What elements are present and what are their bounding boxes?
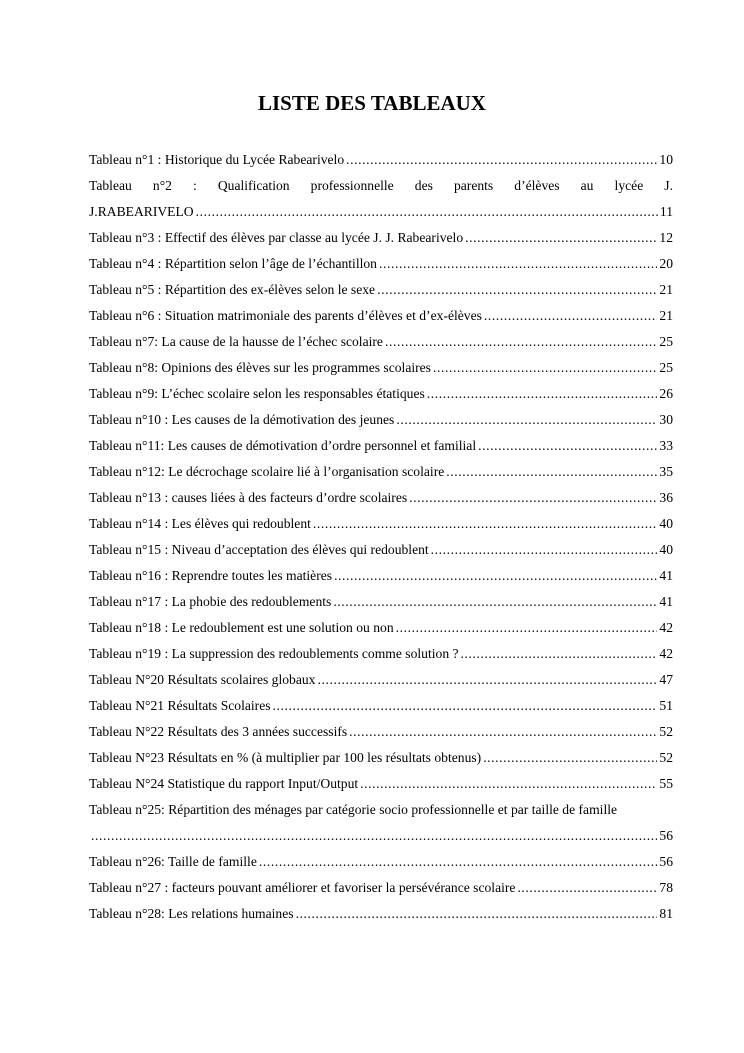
toc-entry-label: Tableau n°28: Les relations humaines <box>89 906 294 921</box>
toc-entry-page: 56 <box>659 828 673 843</box>
toc-entry-label: Tableau n°6 : Situation matrimoniale des parents d’élèves et d’ex-élèves <box>89 308 482 323</box>
dot-leader <box>465 225 657 251</box>
toc-entry-page: 40 <box>659 542 673 557</box>
table-of-contents <box>89 147 673 927</box>
toc-entry-label: Tableau n°17 : La phobie des redoublements <box>89 594 332 609</box>
toc-entry-label: Tableau n°9: L’échec scolaire selon les responsables étatiques <box>89 386 425 401</box>
dot-leader <box>91 823 657 849</box>
toc-entry[interactable] <box>89 459 673 485</box>
toc-entry[interactable] <box>89 901 673 927</box>
toc-entry-page: 78 <box>659 880 673 895</box>
dot-leader <box>483 745 657 771</box>
toc-entry-label: Tableau N°21 Résultats Scolaires <box>89 698 271 713</box>
dot-leader <box>385 329 657 355</box>
toc-entry[interactable] <box>89 797 673 849</box>
toc-entry-label: Tableau N°23 Résultats en % (à multiplier par 100 les résultats obtenus) <box>89 750 482 765</box>
toc-entry[interactable] <box>89 667 673 693</box>
toc-entry-label: Tableau N°20 Résultats scolaires globaux <box>89 672 316 687</box>
dot-leader <box>431 537 658 563</box>
toc-entry-label: Tableau n°8: Opinions des élèves sur les programmes scolaires <box>89 360 431 375</box>
toc-entry-page: 12 <box>659 230 673 245</box>
toc-entry[interactable] <box>89 173 673 225</box>
toc-entry-page: 42 <box>659 646 673 661</box>
toc-entry[interactable] <box>89 745 673 771</box>
dot-leader <box>409 485 657 511</box>
dot-leader <box>478 433 657 459</box>
toc-entry[interactable] <box>89 251 673 277</box>
toc-entry-page: 25 <box>659 334 673 349</box>
toc-entry[interactable] <box>89 303 673 329</box>
toc-entry-page: 26 <box>659 386 673 401</box>
toc-entry-page: 55 <box>659 776 673 791</box>
dot-leader <box>196 199 658 225</box>
toc-entry-page: 52 <box>659 724 673 739</box>
dot-leader <box>517 875 657 901</box>
dot-leader <box>461 641 658 667</box>
dot-leader <box>379 251 657 277</box>
toc-entry-page: 51 <box>659 698 673 713</box>
toc-entry-page: 20 <box>659 256 673 271</box>
dot-leader <box>433 355 657 381</box>
toc-entry-label-first-line: Tableau n°25: Répartition des ménages par catégorie socio professionnelle et par taille de famille <box>89 802 618 817</box>
toc-entry[interactable] <box>89 693 673 719</box>
toc-entry-label: Tableau n°27 : facteurs pouvant améliorer et favoriser la persévérance scolaire <box>89 880 516 895</box>
dot-leader <box>259 849 658 875</box>
toc-entry-label: Tableau n°14 : Les élèves qui redoublent <box>89 516 311 531</box>
toc-entry[interactable] <box>89 433 673 459</box>
toc-entry-page: 21 <box>659 282 673 297</box>
toc-entry-page: 81 <box>659 906 673 921</box>
toc-entry-page: 10 <box>659 152 673 167</box>
page-title: LISTE DES TABLEAUX <box>258 91 486 115</box>
toc-entry-page: 25 <box>659 360 673 375</box>
dot-leader <box>296 901 658 927</box>
toc-entry-page: 33 <box>659 438 673 453</box>
toc-entry-label: Tableau n°18 : Le redoublement est une solution ou non <box>89 620 394 635</box>
dot-leader <box>396 407 657 433</box>
toc-entry[interactable] <box>89 641 673 667</box>
dot-leader <box>427 381 658 407</box>
toc-entry[interactable] <box>89 771 673 797</box>
toc-entry-page: 41 <box>659 568 673 583</box>
toc-entry[interactable] <box>89 849 673 875</box>
toc-entry[interactable] <box>89 329 673 355</box>
toc-entry-label: Tableau n°1 : Historique du Lycée Rabearivelo <box>89 152 345 167</box>
toc-entry-label: Tableau n°3 : Effectif des élèves par classe au lycée J. J. Rabearivelo <box>89 230 464 245</box>
toc-entry-label: Tableau n°4 : Répartition selon l’âge de l’échantillon <box>89 256 377 271</box>
dot-leader <box>484 303 658 329</box>
toc-entry[interactable] <box>89 485 673 511</box>
toc-entry-label: Tableau n°5 : Répartition des ex-élèves selon le sexe <box>89 282 376 297</box>
toc-entry[interactable] <box>89 563 673 589</box>
toc-entry-page: 42 <box>659 620 673 635</box>
toc-entry-page: 41 <box>659 594 673 609</box>
toc-entry-label: Tableau n°10 : Les causes de la démotivation des jeunes <box>89 412 395 427</box>
toc-entry-page: 35 <box>659 464 673 479</box>
dot-leader <box>334 563 657 589</box>
toc-entry-label: Tableau n°11: Les causes de démotivation d’ordre personnel et familial <box>89 438 477 453</box>
dot-leader <box>396 615 658 641</box>
toc-entry-label: Tableau n°19 : La suppression des redoublements comme solution ? <box>89 646 459 661</box>
toc-entry-label: J.RABEARIVELO <box>89 204 194 219</box>
toc-entry[interactable] <box>89 277 673 303</box>
toc-entry[interactable] <box>89 589 673 615</box>
toc-entry[interactable] <box>89 537 673 563</box>
toc-entry[interactable] <box>89 225 673 251</box>
toc-entry[interactable] <box>89 719 673 745</box>
dot-leader <box>360 771 657 797</box>
toc-entry-page: 36 <box>659 490 673 505</box>
toc-entry-page: 40 <box>659 516 673 531</box>
dot-leader <box>273 693 658 719</box>
dot-leader <box>346 147 657 173</box>
dot-leader <box>349 719 657 745</box>
toc-entry-label: Tableau N°24 Statistique du rapport Input/Output <box>89 776 359 791</box>
dot-leader <box>317 667 657 693</box>
toc-entry[interactable] <box>89 355 673 381</box>
toc-entry[interactable] <box>89 381 673 407</box>
toc-entry[interactable] <box>89 147 673 173</box>
toc-entry-page: 30 <box>659 412 673 427</box>
dot-leader <box>446 459 657 485</box>
toc-entry[interactable] <box>89 511 673 537</box>
toc-entry-page: 11 <box>659 204 673 219</box>
toc-entry-page: 21 <box>659 308 673 323</box>
dot-leader <box>313 511 657 537</box>
toc-entry-label-first-line: Tableau n°2 : Qualification professionnelle des parents d’élèves au lycée J. <box>89 178 673 193</box>
toc-entry[interactable] <box>89 875 673 901</box>
toc-entry-page: 52 <box>659 750 673 765</box>
toc-entry-page: 47 <box>659 672 673 687</box>
toc-entry-label: Tableau n°12: Le décrochage scolaire lié à l’organisation scolaire <box>89 464 445 479</box>
toc-entry-label: Tableau n°26: Taille de famille <box>89 854 257 869</box>
toc-entry-label: Tableau n°7: La cause de la hausse de l’échec scolaire <box>89 334 383 349</box>
toc-entry-label: Tableau N°22 Résultats des 3 années successifs <box>89 724 348 739</box>
toc-entry-page: 56 <box>659 854 673 869</box>
dot-leader <box>333 589 657 615</box>
toc-entry-label: Tableau n°15 : Niveau d’acceptation des élèves qui redoublent <box>89 542 429 557</box>
toc-entry[interactable] <box>89 407 673 433</box>
toc-entry[interactable] <box>89 615 673 641</box>
toc-entry-label: Tableau n°16 : Reprendre toutes les matières <box>89 568 333 583</box>
dot-leader <box>377 277 657 303</box>
toc-entry-label: Tableau n°13 : causes liées à des facteurs d’ordre scolaires <box>89 490 408 505</box>
